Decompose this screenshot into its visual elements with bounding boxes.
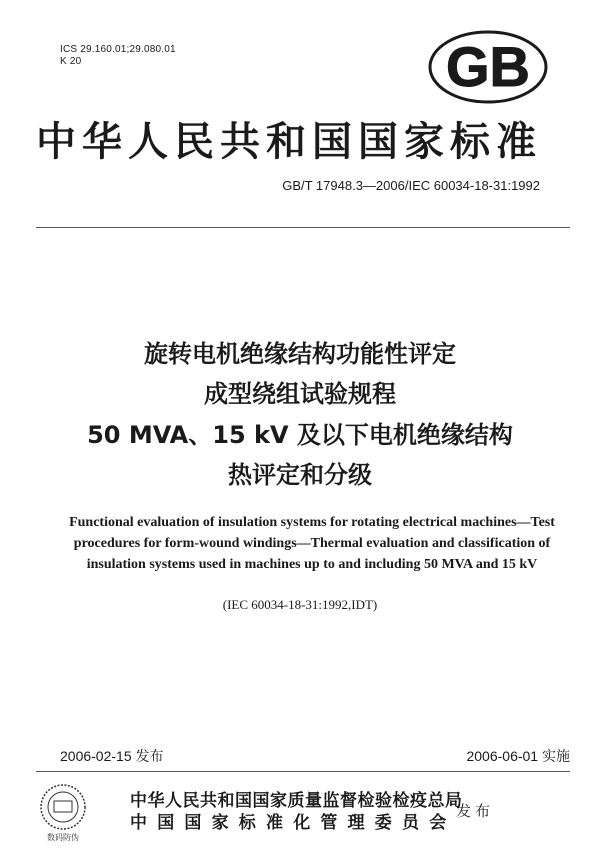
issuer-aqsiq: 中华人民共和国国家质量监督检验检疫总局 — [130, 791, 463, 811]
title-cn-line-4: 热评定和分级 — [228, 461, 372, 489]
title-cn-line-1: 旋转电机绝缘结构功能性评定 — [144, 340, 456, 368]
national-standard-heading: 中华人民共和国国家标准 — [36, 118, 542, 165]
issuer-sac: 中国国家标准化管理委员会 — [130, 813, 457, 833]
footer-divider — [36, 771, 570, 772]
header-divider — [36, 227, 570, 228]
gb-logo-text: GB — [446, 35, 530, 98]
implementation-date: 2006-06-01 实施 — [466, 748, 570, 764]
gb-logo — [428, 30, 548, 104]
issue-date: 2006-02-15 发布 — [60, 748, 164, 764]
title-cn-line-2: 成型绕组试验规程 — [204, 380, 396, 408]
publish-label: 发布 — [456, 802, 495, 820]
ccs-code: K 20 — [60, 56, 82, 67]
anti-counterfeit-seal — [36, 782, 90, 842]
title-cn-line-3: 50 MVA、15 kV 及以下电机绝缘结构 — [87, 421, 513, 449]
standard-number: GB/T 17948.3—2006/IEC 60034-18-31:1992 — [282, 178, 540, 193]
ics-code: ICS 29.160.01;29.080.01 — [60, 44, 176, 55]
seal-caption: 数码防伪 — [47, 833, 79, 842]
iec-equivalence: (IEC 60034-18-31:1992,IDT) — [222, 597, 378, 612]
title-en: Functional evaluation of insulation systems for rotating electrical machines—Test procedures for form-wound windings—Thermal evaluation and classification of insulation systems used in machines up to and including 50 MVA and 15 kV — [69, 515, 555, 572]
